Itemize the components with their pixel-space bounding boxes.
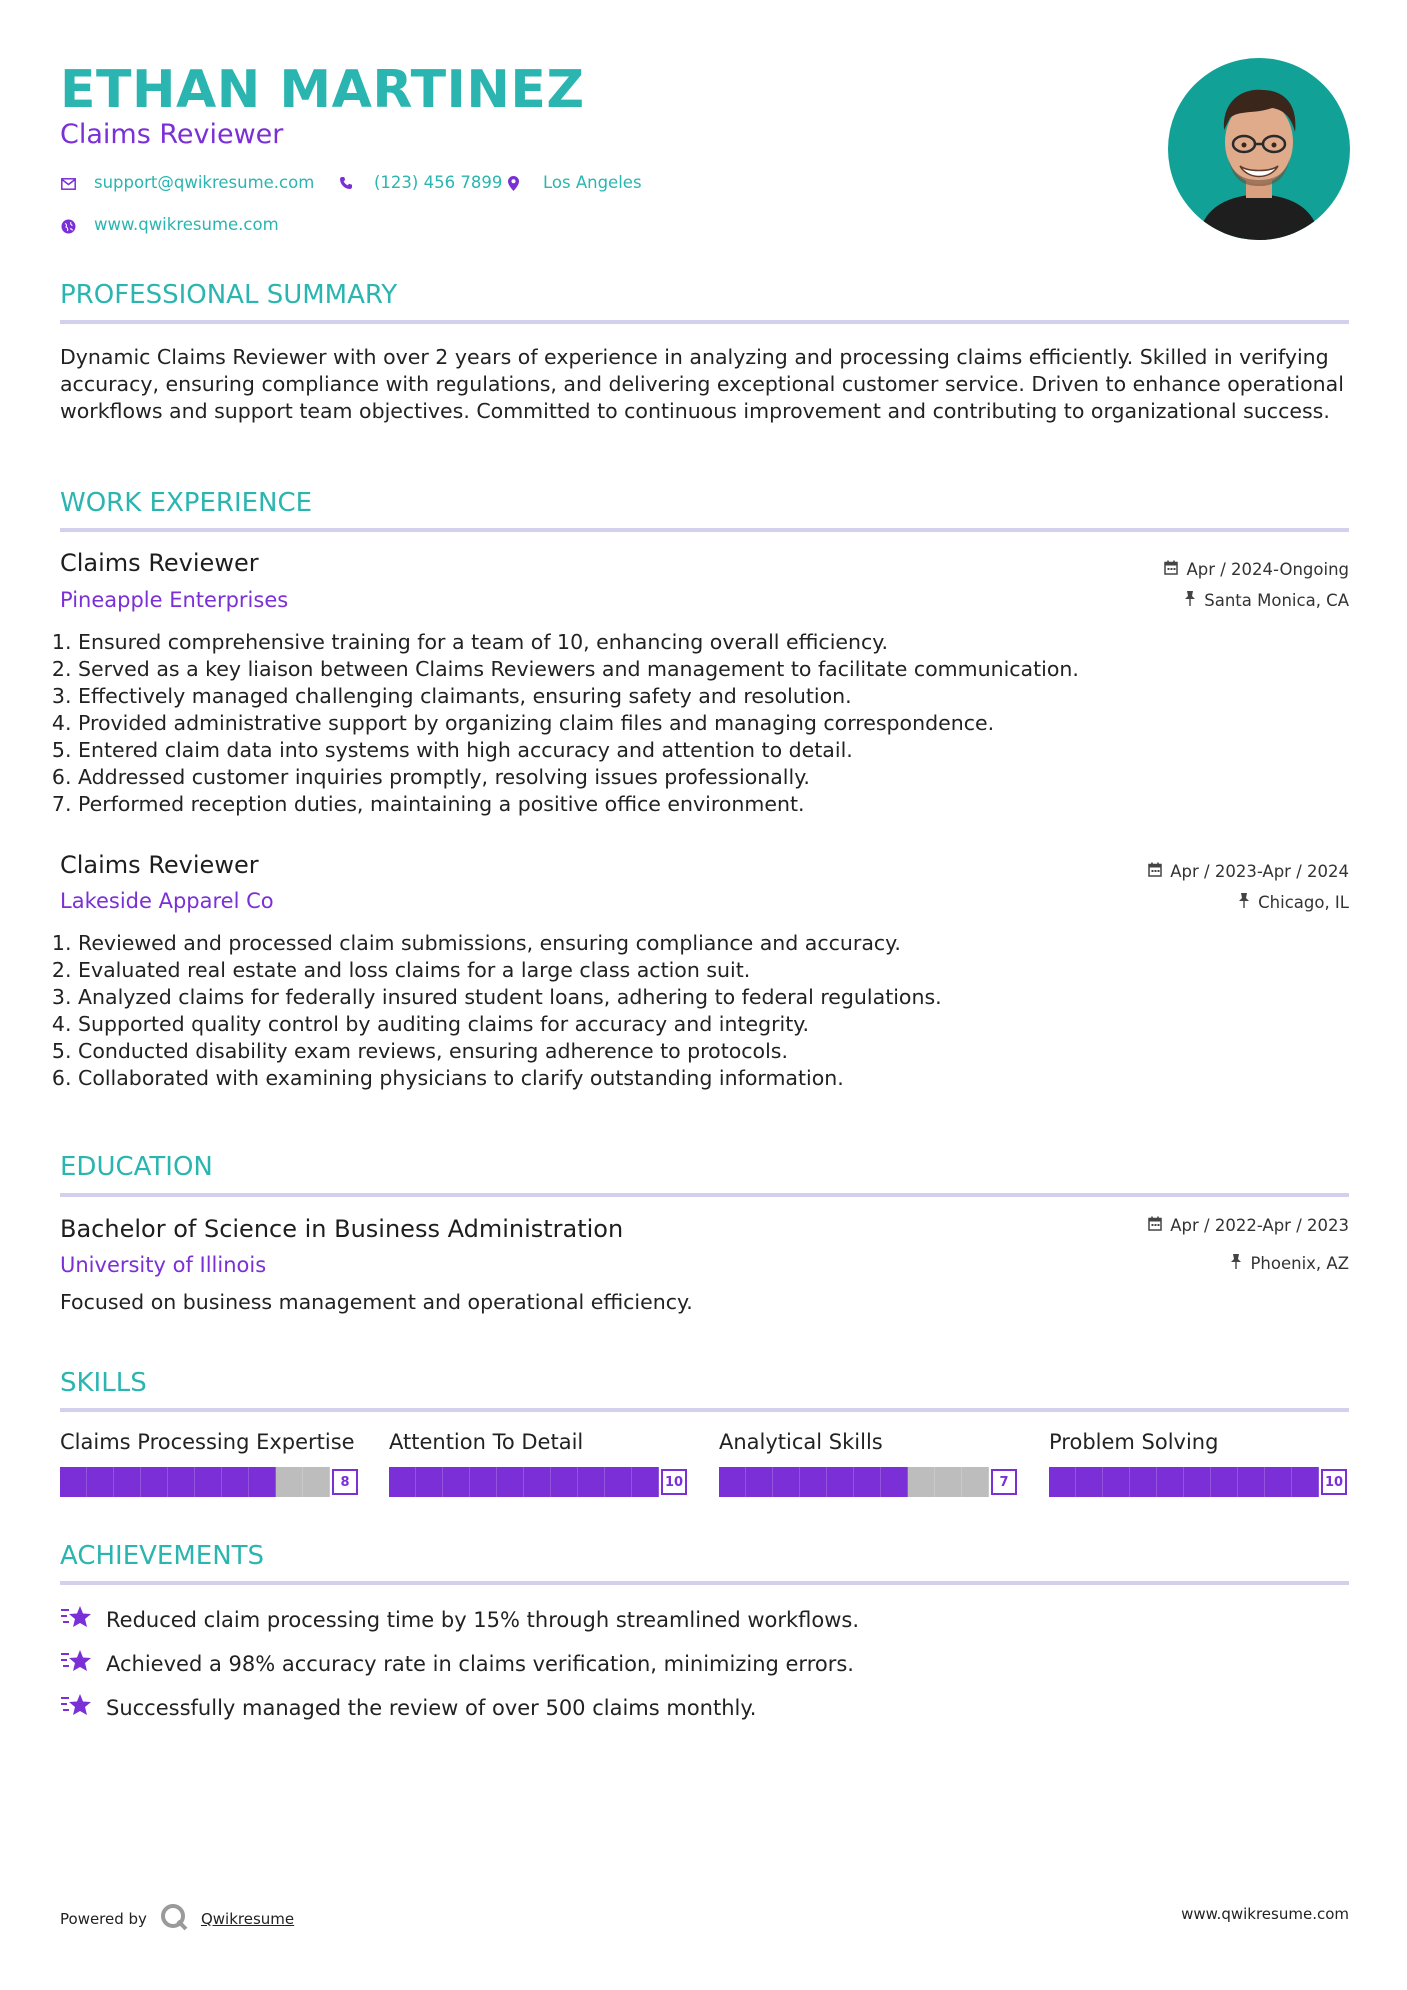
skill-segment-filled [578, 1467, 605, 1497]
candidate-name: ETHAN MARTINEZ [60, 60, 585, 120]
skill-level-badge: 10 [1321, 1469, 1347, 1495]
powered-by-label: Powered by [60, 1910, 147, 1928]
skill-segment-filled [1076, 1467, 1103, 1497]
skill-segment-filled [87, 1467, 114, 1497]
skill-segment-filled [800, 1467, 827, 1497]
pushpin-icon [1184, 591, 1196, 610]
job-company: Pineapple Enterprises [60, 588, 289, 612]
skill-segment-empty [276, 1467, 303, 1497]
skill-bar [1049, 1467, 1349, 1497]
job-location-text: Santa Monica, CA [1204, 591, 1349, 610]
list-item: 1. Ensured comprehensive training for a team of 10, enhancing overall efficiency. [78, 629, 1079, 656]
profile-photo [1168, 58, 1350, 240]
job-location [1238, 893, 1349, 912]
list-item: 3. Analyzed claims for federally insured student loans, adhering to federal regulations. [78, 984, 942, 1011]
skill-segment-filled [1238, 1467, 1265, 1497]
section-divider [60, 1581, 1349, 1585]
skill-name: Analytical Skills [719, 1430, 883, 1454]
skill-segment-filled [443, 1467, 470, 1497]
skill-segment-filled [632, 1467, 659, 1497]
brand-link[interactable]: Qwikresume [200, 1910, 295, 1928]
skill-bar [719, 1467, 1019, 1497]
skill-segment-filled [114, 1467, 141, 1497]
skill-segment-filled [168, 1467, 195, 1497]
location-pin-icon [506, 175, 520, 192]
education-location-text: Phoenix, AZ [1250, 1254, 1349, 1273]
section-divider [60, 528, 1349, 532]
education-dates-text: Apr / 2022-Apr / 2023 [1170, 1216, 1349, 1235]
list-item: 6. Collaborated with examining physicians to clarify outstanding information. [78, 1065, 942, 1092]
skill-segment-filled [746, 1467, 773, 1497]
skill-segment-filled [1157, 1467, 1184, 1497]
achievement-text: Achieved a 98% accuracy rate in claims verification, minimizing errors. [106, 1651, 854, 1676]
skill-segment-filled [854, 1467, 881, 1497]
skill-segment-filled [497, 1467, 524, 1497]
calendar-icon [1164, 560, 1178, 579]
profile-portrait-illustration [1168, 58, 1350, 240]
skill-level-badge: 7 [991, 1469, 1017, 1495]
list-item: 4. Provided administrative support by organizing claim files and managing correspondence. [78, 710, 1079, 737]
section-title-experience: WORK EXPERIENCE [60, 488, 313, 518]
degree-title: Bachelor of Science in Business Administration [60, 1215, 624, 1243]
pushpin-icon [1230, 1254, 1242, 1273]
achievement-text: Reduced claim processing time by 15% through streamlined workflows. [106, 1607, 860, 1632]
list-item: 4. Supported quality control by auditing claims for accuracy and integrity. [78, 1011, 942, 1038]
job-title: Claims Reviewer [60, 851, 259, 879]
phone-icon [338, 175, 354, 191]
skill-segment-filled [719, 1467, 746, 1497]
section-title-skills: SKILLS [60, 1368, 147, 1398]
skill-bar [389, 1467, 689, 1497]
job-location-text: Chicago, IL [1258, 893, 1349, 912]
job-bullets [60, 930, 942, 1092]
skill-level-badge: 10 [661, 1469, 687, 1495]
achievement-item [60, 1648, 854, 1679]
list-item: 1. Reviewed and processed claim submissions, ensuring compliance and accuracy. [78, 930, 942, 957]
section-divider [60, 1408, 1349, 1412]
job-title: Claims Reviewer [60, 549, 259, 577]
skill-segment-filled [249, 1467, 276, 1497]
location-text: Los Angeles [543, 173, 642, 192]
website-link[interactable]: www.qwikresume.com [94, 215, 279, 234]
skill-segment-filled [1049, 1467, 1076, 1497]
skill-segment-filled [389, 1467, 416, 1497]
skill-segment-filled [1103, 1467, 1130, 1497]
skill-segment-filled [773, 1467, 800, 1497]
candidate-role: Claims Reviewer [60, 119, 284, 150]
qwikresume-logo-icon [159, 1902, 189, 1936]
summary-text: Dynamic Claims Reviewer with over 2 years of experience in analyzing and processing claims efficiently. Skilled in verifying accuracy, ensuring compliance with regulations, and delivering exceptional customer service. Driven to enhance operational workflows and support team objectives. Committed to continuous improvement and contributing to organizational success. [60, 345, 1344, 423]
skill-level-badge: 8 [332, 1469, 358, 1495]
email-link[interactable]: support@qwikresume.com [94, 173, 315, 192]
section-divider [60, 320, 1349, 324]
skill-segment-filled [141, 1467, 168, 1497]
achievement-text: Successfully managed the review of over 500 claims monthly. [106, 1695, 757, 1720]
skill-segment-filled [1130, 1467, 1157, 1497]
skill-segment-filled [195, 1467, 222, 1497]
list-item: 5. Conducted disability exam reviews, ensuring adherence to protocols. [78, 1038, 942, 1065]
school-name: University of Illinois [60, 1253, 267, 1277]
achievement-item [60, 1604, 859, 1635]
email-icon [60, 176, 76, 192]
job-location [1184, 591, 1349, 610]
skill-segment-filled [470, 1467, 497, 1497]
section-divider [60, 1193, 1349, 1197]
skill-segment-filled [1211, 1467, 1238, 1497]
calendar-icon [1148, 862, 1162, 881]
list-item: 2. Evaluated real estate and loss claims for a large class action suit. [78, 957, 942, 984]
skill-name: Claims Processing Expertise [60, 1430, 355, 1454]
skill-segment-filled [1265, 1467, 1292, 1497]
list-item: 3. Effectively managed challenging claimants, ensuring safety and resolution. [78, 683, 1079, 710]
skill-segment-filled [551, 1467, 578, 1497]
education-dates [1148, 1216, 1349, 1235]
list-item: 7. Performed reception duties, maintaining a positive office environment. [78, 791, 1079, 818]
skill-name: Problem Solving [1049, 1430, 1219, 1454]
section-title-achievements: ACHIEVEMENTS [60, 1541, 265, 1571]
job-dates-text: Apr / 2023-Apr / 2024 [1170, 862, 1349, 881]
list-item: 2. Served as a key liaison between Claims Reviewers and management to facilitate communication. [78, 656, 1079, 683]
list-item: 5. Entered claim data into systems with high accuracy and attention to detail. [78, 737, 1079, 764]
skill-name: Attention To Detail [389, 1430, 584, 1454]
skill-segment-filled [416, 1467, 443, 1497]
footer-website: www.qwikresume.com [1181, 1905, 1349, 1923]
job-dates-text: Apr / 2024-Ongoing [1186, 560, 1349, 579]
globe-icon [60, 218, 76, 234]
star-badge-icon [60, 1604, 92, 1635]
job-bullets [60, 629, 1079, 818]
skill-segment-filled [827, 1467, 854, 1497]
star-badge-icon [60, 1692, 92, 1723]
section-title-summary: PROFESSIONAL SUMMARY [60, 280, 398, 310]
job-dates [1148, 862, 1349, 881]
list-item: 6. Addressed customer inquiries promptly, resolving issues professionally. [78, 764, 1079, 791]
star-badge-icon [60, 1648, 92, 1679]
footer-branding [60, 1902, 294, 1936]
skill-segment-empty [962, 1467, 989, 1497]
calendar-icon [1148, 1216, 1162, 1235]
skill-segment-empty [935, 1467, 962, 1497]
skill-segment-empty [303, 1467, 330, 1497]
skill-segment-filled [1184, 1467, 1211, 1497]
job-dates [1164, 560, 1349, 579]
skill-bar [60, 1467, 360, 1497]
skill-segment-filled [60, 1467, 87, 1497]
education-description: Focused on business management and operational efficiency. [60, 1290, 693, 1314]
skill-segment-filled [881, 1467, 908, 1497]
phone-number: (123) 456 7899 [374, 173, 503, 192]
pushpin-icon [1238, 893, 1250, 912]
achievement-item [60, 1692, 756, 1723]
skill-segment-filled [605, 1467, 632, 1497]
section-title-education: EDUCATION [60, 1152, 213, 1182]
skill-segment-filled [222, 1467, 249, 1497]
job-company: Lakeside Apparel Co [60, 889, 274, 913]
skill-segment-empty [908, 1467, 935, 1497]
skill-segment-filled [524, 1467, 551, 1497]
skill-segment-filled [1292, 1467, 1319, 1497]
education-location [1230, 1254, 1349, 1273]
